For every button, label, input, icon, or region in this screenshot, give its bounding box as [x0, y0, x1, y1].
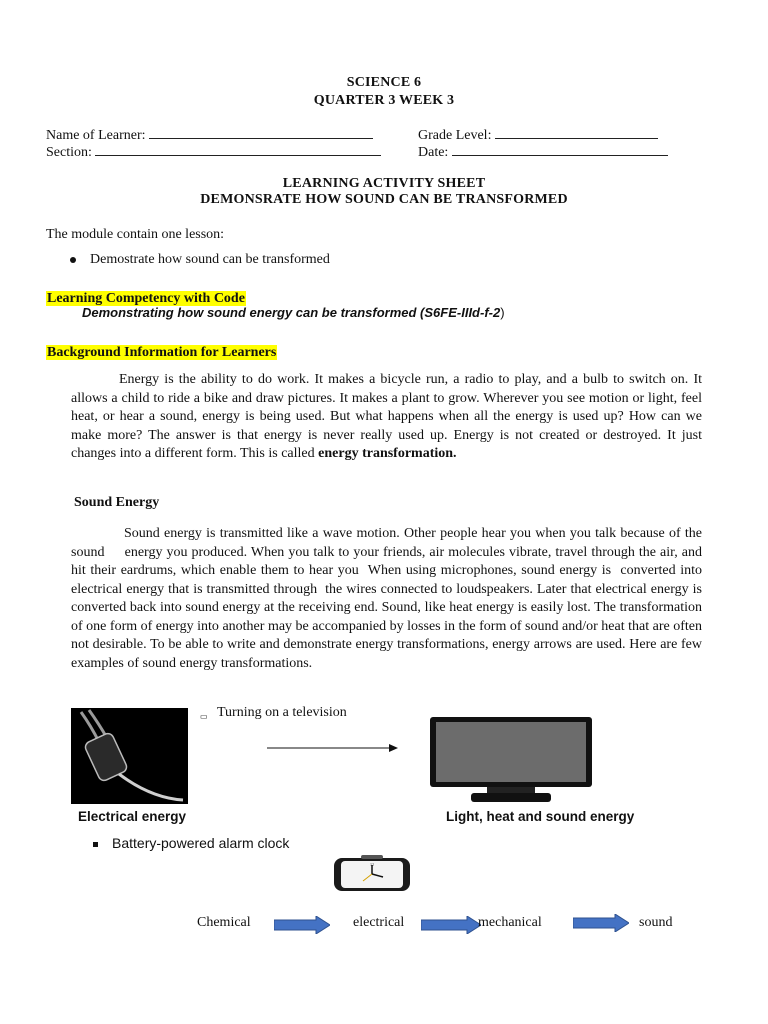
sheet-title: LEARNING ACTIVITY SHEET: [282, 176, 486, 191]
electrical-energy-caption: Electrical energy: [78, 809, 187, 824]
example2-label: Battery-powered alarm clock: [112, 835, 290, 851]
blue-arrow-3: [573, 914, 629, 932]
section-label: Section:: [46, 145, 92, 160]
quarter-title: QUARTER 3 WEEK 3: [313, 93, 455, 108]
section-blank[interactable]: [95, 143, 381, 156]
competency-heading: Learning Competency with Code: [47, 291, 245, 306]
background-heading: Background Information for Learners: [47, 345, 277, 360]
transform-arrow: [267, 741, 399, 755]
example2-item: [93, 835, 289, 851]
small-marker-icon: ▭: [200, 712, 208, 721]
grade-label: Grade Level:: [418, 128, 492, 143]
date-blank[interactable]: [452, 143, 668, 156]
competency-code: Demonstrating how sound energy can be transformed (S6FE-IIId-f-2: [82, 305, 501, 320]
section-field[interactable]: [46, 143, 381, 161]
chain-chemical: Chemical: [197, 915, 251, 930]
chain-electrical: electrical: [353, 915, 405, 930]
grade-field[interactable]: [418, 126, 658, 144]
grade-blank[interactable]: [495, 126, 658, 139]
chain-mechanical: mechanical: [478, 915, 542, 930]
bullet-dot-icon: [70, 257, 76, 263]
intro-bullet-text: Demostrate how sound can be transformed: [90, 252, 330, 267]
chain-sound: sound: [639, 915, 673, 930]
television-icon: [429, 716, 593, 806]
example1-label: Turning on a television: [217, 705, 347, 720]
competency-text: [82, 305, 505, 320]
blue-arrow-1: [274, 916, 330, 934]
background-paragraph: [71, 371, 702, 464]
energy-transformation-term: energy transformation.: [318, 446, 457, 461]
competency-close: ): [500, 305, 505, 320]
background-text: Energy is the ability to do work. It makes a bicycle run, a radio to play, and a bulb to switch on. It allows a child to ride a bike and draw pictures. It makes a plant to grow. Wherever you see motion or light, feel heat, or hear a sound, energy is being used. But what happens when all the energy is used up? How can we make more? The answer is that energy is never really used up. Energy is not created or destroyed. It just changes into a different form. This is called: [71, 372, 702, 461]
name-blank[interactable]: [149, 126, 373, 139]
alarm-clock-icon: [333, 855, 411, 893]
svg-text:12: 12: [370, 862, 374, 867]
subject-title: SCIENCE 6: [346, 75, 422, 90]
blue-arrow-2: [421, 916, 477, 934]
light-heat-sound-caption: Light, heat and sound energy: [446, 809, 635, 824]
background-heading-wrap: [46, 343, 277, 361]
date-field[interactable]: [418, 143, 668, 161]
date-label: Date:: [418, 145, 449, 160]
name-field[interactable]: [46, 126, 373, 144]
sound-paragraph: Sound energy is transmitted like a wave motion. Other people hear you when you talk because of the sound energy you produced. When you talk to your friends, air molecules vibrate, travel through the air, and hit their eardrums, which enable them to hear you When using microphones, sound energy is converted into electrical energy that is transmitted through the wires connected to loudspeakers. Later that electrical energy is converted back into sound energy at the receiving end. Sound, like heat energy is easily lost. The transformation of one form of energy into another may be accompanied by losses in the form of sound and/or heat that are often not desirable. To be able to write and demonstrate energy transformations, energy arrows are used. Here are few examples of sound energy transformations.: [71, 526, 720, 671]
intro-bullet: [70, 252, 330, 268]
sheet-subtitle: DEMONSRATE HOW SOUND CAN BE TRANSFORMED: [200, 192, 568, 207]
power-plug-icon: [71, 708, 188, 804]
name-label: Name of Learner:: [46, 128, 146, 143]
square-bullet-icon: [93, 842, 98, 847]
intro-text: The module contain one lesson:: [46, 227, 225, 242]
sound-heading: Sound Energy: [74, 495, 160, 510]
